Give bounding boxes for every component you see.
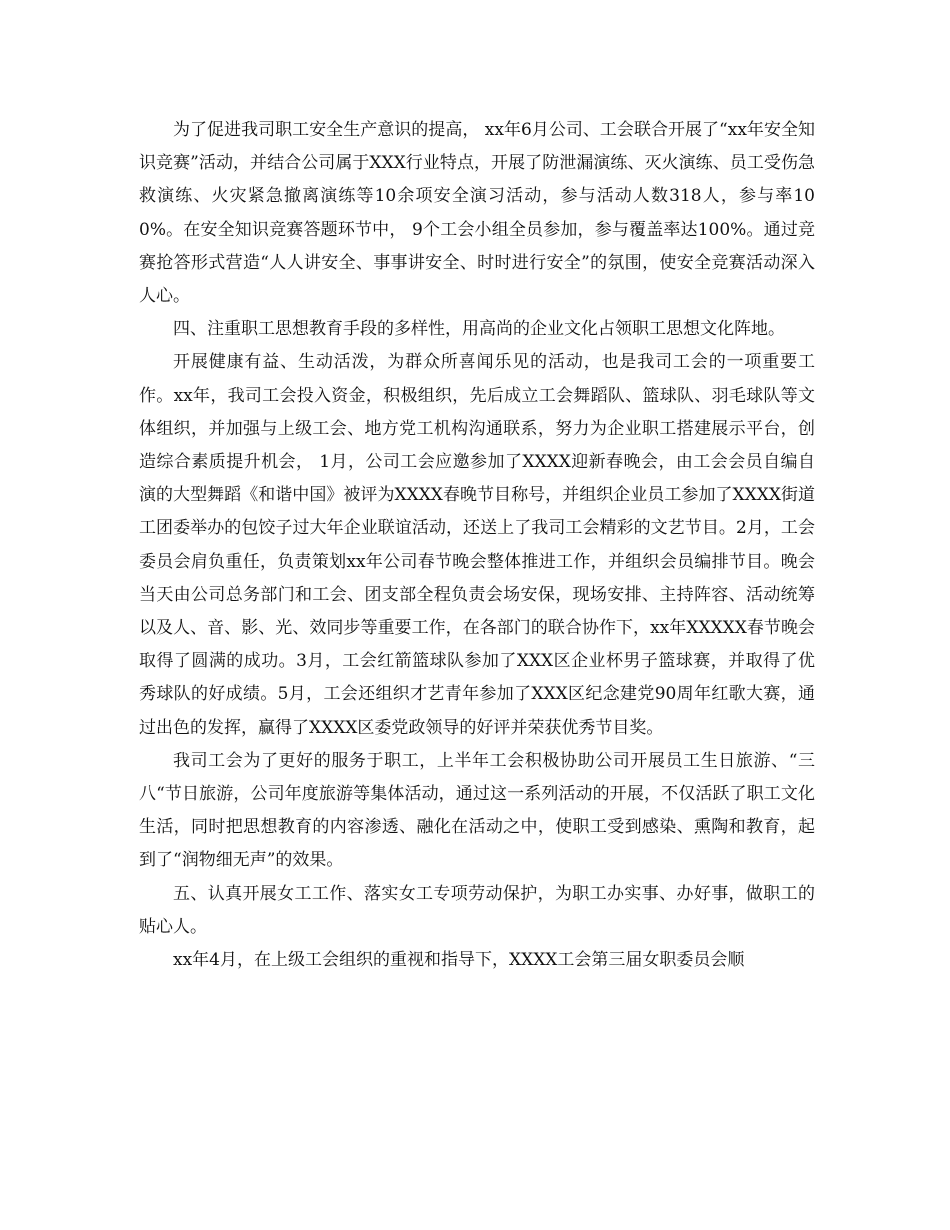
paragraph-safety-competition: 为了促进我司职工安全生产意识的提高， xx年6月公司、工会联合开展了“xx年安全知识竞赛”活动，并结合公司属于XXX行业特点，开展了防泄漏演练、灭火演练、员工受伤急救演练、火灾紧急撤离演练等10余项安全演习活动，参与活动人数318人，参与率100%。在安全知识竞赛答题环节中， 9个工会小组全员参加，参与覆盖率达100%。通过竞赛抢答形式营造“人人讲安全、事事讲安全、时时进行安全”的氛围，使安全竞赛活动深入人心。 <box>139 120 815 307</box>
heading-section-four: 四、注重职工思想教育手段的多样性，用高尚的企业文化占领职工思想文化阵地。 <box>173 319 785 340</box>
paragraph-group-travel: 我司工会为了更好的服务于职工，上半年工会积极协助公司开展员工生日旅游、“三八“节日旅游，公司年度旅游等集体活动，通过这一系列活动的开展，不仅活跃了职工文化生活，同时把思想教育的内容渗透、融化在活动之中，使职工受到感染、熏陶和教育，起到了“润物细无声”的效果。 <box>139 750 815 871</box>
paragraph-cultural-activities: 开展健康有益、生动活泼，为群众所喜闻乐见的活动，也是我司工会的一项重要工作。xx年，我司工会投入资金，积极组织，先后成立工会舞蹈队、篮球队、羽毛球队等文体组织，并加强与上级工会、地方党工机构沟通联系，努力为企业职工搭建展示平台，创造综合素质提升机会， 1月，公司工会应邀参加了XXXX迎新春晚会，由工会会员自编自演的大型舞蹈《和谐中国》被评为XXXX春晚节目称号，并组织企业员工参加了XXXX街道工团委举办的包饺子过大年企业联谊活动，还送上了我司工会精彩的文艺节目。2月，工会委员会肩负重任，负责策划xx年公司春节晚会整体推进工作，并组织会员编排节目。晚会当天由公司总务部门和工会、团支部全程负责会场安保，现场安排、主持阵容、活动统筹以及人、音、影、光、效同步等重要工作，在各部门的联合协作下，xx年XXXXX春节晚会取得了圆满的成功。3月，工会红箭篮球队参加了XXX区企业杯男子篮球赛，并取得了优秀球队的好成绩。5月，工会还组织才艺青年参加了XXX区纪念建党90周年红歌大赛，通过出色的发挥，赢得了XXXX区委党政领导的好评并荣获优秀节目奖。 <box>139 352 815 738</box>
heading-section-five: 五、认真开展女工工作、落实女工专项劳动保护，为职工办实事、办好事，做职工的贴心人。 <box>139 883 815 937</box>
paragraph-women-committee: xx年4月，在上级工会组织的重视和指导下，XXXX工会第三届女职委员会顺 <box>173 950 745 971</box>
document-body <box>139 114 815 977</box>
